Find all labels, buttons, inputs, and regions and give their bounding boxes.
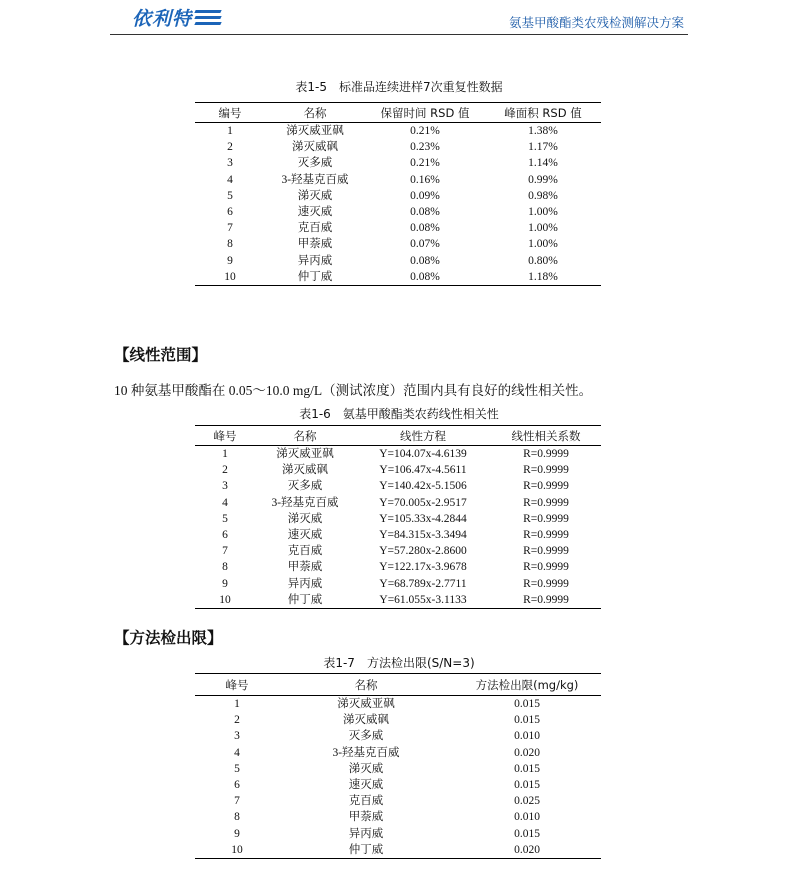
table-cell: 1 [227,125,233,137]
table-caption-1-7: 表1-7 方法检出限(S/N=3) [323,656,475,670]
table-cell: 3-羟基克百威 [271,496,339,509]
table-cell: R=0.9999 [523,577,569,590]
table-cell: R=0.9999 [523,464,569,477]
table-cell: 2 [234,714,240,727]
table-row [195,543,601,559]
table-cell: Y=122.17x-3.9678 [379,561,467,574]
table-cell: Y=104.07x-4.6139 [379,448,467,460]
table-row [195,446,601,463]
column-header: 峰号 [195,426,255,446]
table-row [195,728,601,744]
table-cell: 灭多威 [287,480,323,493]
table-row [195,155,601,171]
table-cell: 速灭威 [297,206,333,219]
table-cell: 异丙威 [348,827,384,840]
table-cell: 7 [222,545,228,558]
table-cell: 0.99% [528,173,558,186]
table-row [195,478,601,494]
table-cell: 0.98% [528,189,558,202]
table-row [195,712,601,728]
table-cell: 异丙威 [287,577,323,590]
table-cell: 涕灭威砜 [282,464,328,477]
table-cell: 6 [227,206,233,219]
table-cell: 3 [222,480,228,493]
table-cell: 6 [222,529,228,542]
table-cell: 0.21% [410,157,440,170]
company-logo [132,6,221,28]
table-cell: 甲萘威 [287,561,323,574]
table-row [195,269,601,286]
column-header: 名称 [255,426,355,446]
table-cell: Y=105.33x-4.2844 [379,512,467,525]
column-header: 峰面积 RSD 值 [485,103,601,123]
table-cell: 异丙威 [297,254,333,267]
table-cell: R=0.9999 [523,512,569,525]
column-header: 保留时间 RSD 值 [365,103,485,123]
table-cell: 涕灭威亚砜 [276,448,334,460]
table-cell: 0.23% [410,141,440,154]
table-cell: 9 [222,577,228,590]
detection-limit-table [195,673,601,859]
table-cell: 0.08% [410,206,440,219]
table-cell: 克百威 [297,222,333,235]
table-cell: 0.09% [410,189,440,202]
table-cell: 8 [234,811,240,824]
table-cell: Y=68.789x-2.7711 [379,577,467,590]
column-header: 峰号 [195,674,279,696]
table-cell: 10 [195,842,279,859]
table-cell: 2 [222,464,228,477]
table-cell: 1.00% [528,238,558,251]
table-cell: 涕灭威 [297,189,333,202]
table-row [195,592,601,609]
section-title-lod: 【方法检出限】 [114,629,223,647]
table-cell: 9 [227,254,233,267]
table-row [195,236,601,252]
table-cell: 克百威 [348,795,384,808]
table-cell: 仲丁威 [279,842,453,859]
repeatability-table [195,102,601,286]
table-row [195,696,601,713]
table-row [195,761,601,777]
table-row [195,809,601,825]
column-header: 线性方程 [355,426,491,446]
table-cell: 0.020 [514,746,540,759]
table-cell: 3 [234,730,240,743]
table-cell: 6 [234,779,240,792]
table-row [195,172,601,188]
logo-text: 依利特 [132,7,193,30]
table-cell: 0.015 [514,779,540,792]
table-cell: R=0.9999 [523,448,569,460]
table-cell: Y=84.315x-3.3494 [379,529,467,542]
table-cell: 甲萘威 [297,238,333,251]
table-cell: 1.00% [528,206,558,219]
table-cell: 0.020 [453,842,601,859]
table-cell: 8 [222,561,228,574]
column-header: 方法检出限(mg/kg) [453,674,601,696]
table-cell: R=0.9999 [491,592,601,609]
table-cell: 仲丁威 [265,269,365,286]
table-cell: 0.08% [365,269,485,286]
table-cell: 灭多威 [297,157,333,170]
table-cell: R=0.9999 [523,496,569,509]
logo-lines-icon [195,10,221,25]
table-cell: 8 [227,238,233,251]
table-cell: 0.21% [410,125,440,137]
table-cell: 0.07% [410,238,440,251]
table-cell: 0.80% [528,254,558,267]
document-title: 氨基甲酸酯类农残检测解决方案 [508,15,684,30]
table-cell: R=0.9999 [523,545,569,558]
table-cell: 速灭威 [287,529,323,542]
table-cell: 1.18% [485,269,601,286]
table-cell: 甲萘威 [348,811,384,824]
table-cell: 0.015 [514,714,540,727]
table-row [195,495,601,511]
linearity-table [195,425,601,609]
table-cell: 5 [234,762,240,775]
table-cell: 速灭威 [348,779,384,792]
column-header: 线性相关系数 [491,426,601,446]
table-cell: 1 [234,698,240,710]
table-cell: 涕灭威砜 [292,141,338,154]
table-cell: Y=106.47x-4.5611 [379,464,467,477]
page-header [110,0,688,35]
table-row [195,777,601,793]
table-row [195,527,601,543]
table-cell: R=0.9999 [523,529,569,542]
table-row [195,826,601,842]
table-cell: 1.00% [528,222,558,235]
table-row [195,559,601,575]
table-row [195,842,601,859]
table-cell: 2 [227,141,233,154]
table-cell: 0.015 [514,827,540,840]
table-cell: 0.010 [514,811,540,824]
table-row [195,123,601,140]
table-cell: 5 [227,189,233,202]
table-cell: 7 [227,222,233,235]
table-cell: 1 [222,448,228,460]
table-cell: Y=140.42x-5.1506 [379,480,467,493]
table-cell: 涕灭威 [287,512,323,525]
linear-range-text: 10 种氨基甲酸酯在 0.05～10.0 mg/L（测试浓度）范围内具有良好的线性相关性。 [114,383,593,398]
table-cell: 0.025 [514,795,540,808]
table-row [195,220,601,236]
table-row [195,139,601,155]
table-cell: Y=61.055x-3.1133 [355,592,491,609]
table-row [195,745,601,761]
table-cell: 4 [234,746,240,759]
table-cell: 1.14% [528,157,558,170]
table-cell: 4 [222,496,228,509]
table-cell: 0.08% [410,254,440,267]
column-header: 名称 [265,103,365,123]
table-cell: R=0.9999 [523,480,569,493]
table-cell: 10 [195,269,265,286]
table-cell: 7 [234,795,240,808]
table-cell: 涕灭威亚砜 [286,125,344,137]
table-row [195,576,601,592]
table-cell: 0.08% [410,222,440,235]
table-cell: 3 [227,157,233,170]
table-cell: 1.17% [528,141,558,154]
table-cell: 灭多威 [348,730,384,743]
table-cell: 涕灭威 [348,762,384,775]
table-cell: Y=70.005x-2.9517 [379,496,467,509]
column-header: 名称 [279,674,453,696]
table-caption-1-6: 表1-6 氨基甲酸酯类农药线性相关性 [299,407,499,421]
table-cell: 9 [234,827,240,840]
table-cell: 0.015 [514,762,540,775]
table-cell: Y=57.280x-2.8600 [379,545,467,558]
table-cell: 10 [195,592,255,609]
table-cell: 3-羟基克百威 [281,173,349,186]
table-cell: R=0.9999 [523,561,569,574]
table-row [195,793,601,809]
table-cell: 涕灭威亚砜 [337,698,395,710]
table-row [195,511,601,527]
table-caption-1-5: 表1-5 标准品连续进样7次重复性数据 [295,80,503,94]
table-cell: 5 [222,512,228,525]
table-cell: 4 [227,173,233,186]
table-cell: 克百威 [287,545,323,558]
table-row [195,253,601,269]
table-cell: 涕灭威砜 [343,714,389,727]
table-cell: 1.38% [528,125,558,137]
table-row [195,462,601,478]
table-cell: 0.16% [410,173,440,186]
table-cell: 3-羟基克百威 [332,746,400,759]
table-row [195,188,601,204]
table-cell: 仲丁威 [255,592,355,609]
section-title-linear-range: 【线性范围】 [114,346,208,364]
table-cell: 0.010 [514,730,540,743]
table-row [195,204,601,220]
table-cell: 0.015 [514,698,540,710]
column-header: 编号 [195,103,265,123]
